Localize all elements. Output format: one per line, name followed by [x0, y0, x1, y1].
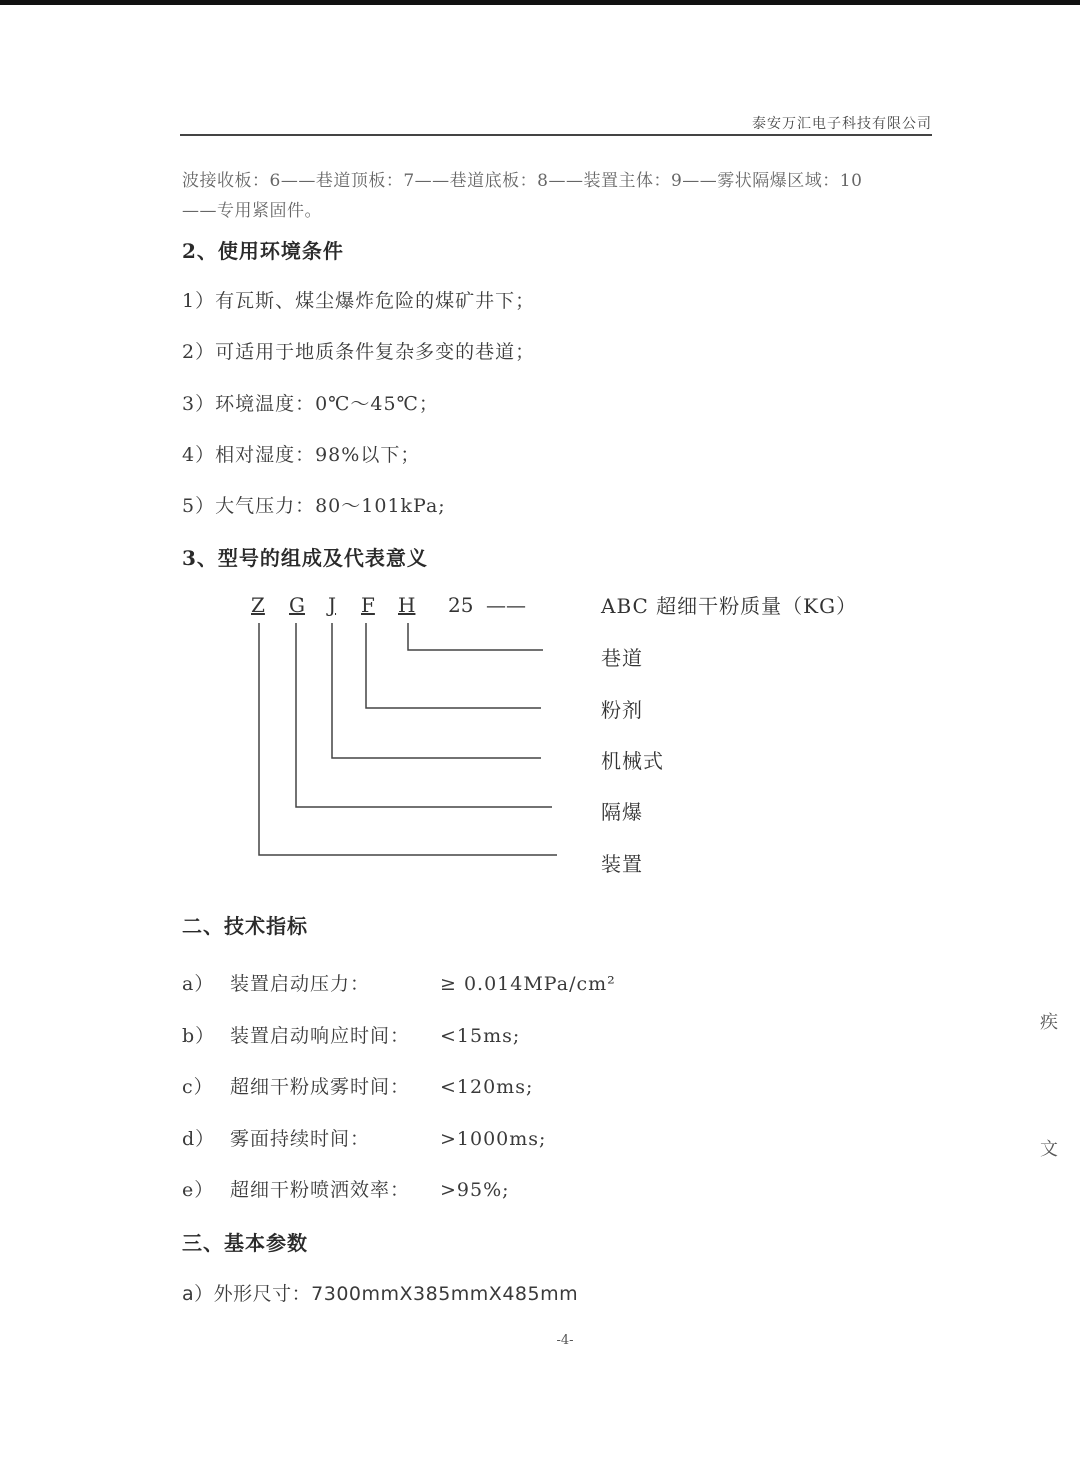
environment-item: 3）环境温度：0℃～45℃；	[182, 393, 439, 415]
connector-f	[366, 623, 541, 708]
meaning-device: 装置	[601, 852, 643, 876]
code-letter-f: F	[361, 593, 375, 617]
margin-stamp-mark: 文	[1040, 1139, 1058, 1160]
connector-g	[296, 623, 552, 807]
section-title-environment: 2、使用环境条件	[182, 239, 344, 263]
environment-item: 5）大气压力：80～101kPa;	[182, 495, 446, 517]
spec-row	[182, 1124, 546, 1151]
code-dash: ——	[486, 593, 526, 617]
code-number: 25	[448, 593, 474, 617]
code-letter-h: H	[398, 593, 416, 617]
meaning-powder-mass: ABC 超细干粉质量（KG）	[601, 594, 858, 618]
section-title-technical: 二、技术指标	[182, 914, 308, 938]
spec-value: <120ms;	[440, 1076, 534, 1098]
section-title-model: 3、型号的组成及代表意义	[182, 546, 428, 570]
meaning-powder: 粉剂	[601, 698, 643, 722]
section-title-basic: 三、基本参数	[182, 1231, 308, 1255]
environment-item: 2）可适用于地质条件复杂多变的巷道；	[182, 341, 536, 363]
connector-h	[408, 623, 543, 650]
connector-z	[259, 623, 557, 855]
environment-item: 1）有瓦斯、煤尘爆炸危险的煤矿井下；	[182, 290, 536, 312]
spec-label: c）	[182, 1076, 214, 1098]
meaning-explosion-proof: 隔爆	[601, 800, 643, 824]
basic-dimensions: a）外形尺寸：7300mmX385mmX485mm	[182, 1283, 579, 1305]
margin-stamp-mark: 疾	[1040, 1012, 1058, 1033]
spec-value: >95%;	[440, 1179, 510, 1201]
spec-name: 超细干粉喷洒效率：	[230, 1179, 411, 1201]
spec-row	[182, 1175, 510, 1202]
spec-row	[182, 1072, 533, 1099]
spec-label: b）	[182, 1025, 216, 1047]
spec-name: 装置启动压力：	[230, 973, 371, 995]
header-rule	[180, 134, 932, 136]
meaning-mechanical: 机械式	[601, 749, 664, 773]
spec-label: d）	[182, 1128, 216, 1150]
spec-row	[182, 969, 616, 996]
meaning-roadway: 巷道	[601, 646, 643, 670]
spec-value: <15ms;	[440, 1025, 521, 1047]
intro-line-1: 波接收板：6——巷道顶板：7——巷道底板：8——装置主体：9——雾状隔爆区域：10	[182, 171, 863, 191]
intro-line-2: ——专用紧固件。	[182, 201, 322, 221]
spec-name: 雾面持续时间：	[230, 1128, 371, 1150]
spec-row	[182, 1021, 520, 1048]
spec-label: e）	[182, 1179, 215, 1201]
company-name: 泰安万汇电子科技有限公司	[752, 116, 932, 132]
spec-label: a）	[182, 973, 215, 995]
connector-j	[332, 623, 541, 758]
spec-name: 超细干粉成雾时间：	[230, 1076, 411, 1098]
code-letter-j: J	[328, 593, 337, 617]
code-letter-g: G	[289, 593, 305, 617]
code-letter-z: Z	[251, 593, 265, 617]
spec-value: ≥ 0.014MPa/cm²	[440, 973, 616, 995]
scan-top-edge	[0, 0, 1080, 5]
page-number: -4-	[556, 1333, 574, 1348]
spec-value: >1000ms;	[440, 1128, 547, 1150]
spec-name: 装置启动响应时间：	[230, 1025, 411, 1047]
environment-item: 4）相对湿度：98%以下；	[182, 444, 421, 466]
